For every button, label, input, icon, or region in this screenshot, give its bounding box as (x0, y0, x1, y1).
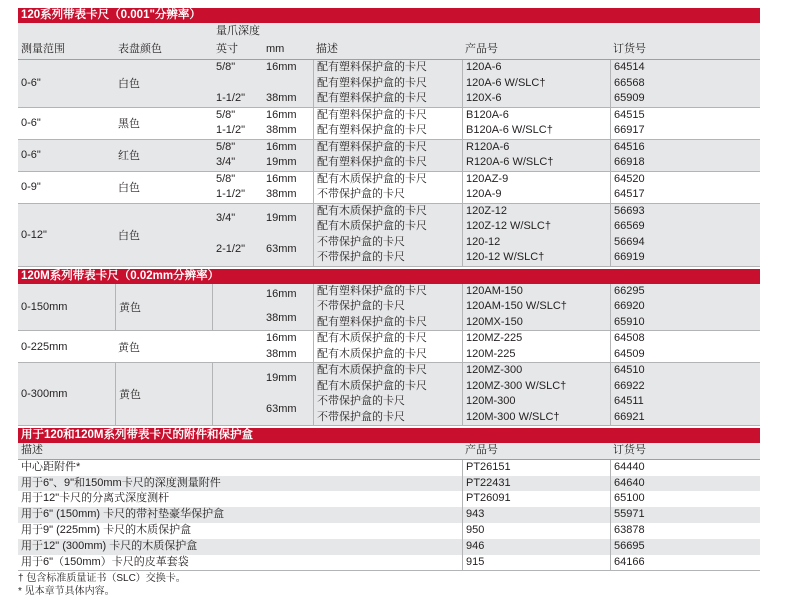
description-cell: 用于9" (225mm) 卡尺的木质保护盒 (21, 523, 192, 536)
order-no-cell: 65909 (614, 92, 645, 104)
range-cell: 0-225mm (21, 340, 68, 353)
description-cell: 配有塑料保护盒的卡尺 (317, 315, 427, 328)
inch-header: 英寸 (216, 43, 238, 55)
description-cell: 配有木质保护盒的卡尺 (317, 172, 427, 185)
product-no-cell: PT26091 (462, 491, 610, 507)
dial-color-cell: 黄色 (115, 284, 213, 331)
product-no-cell: 120-12 W/SLC† (466, 251, 545, 263)
range-cell: 0-6" (21, 149, 41, 161)
product-no-header: 产品号 (465, 444, 498, 456)
dial-color-cell: 白色 (118, 229, 140, 242)
mm-cell: 16mm (266, 140, 297, 153)
table-row (18, 460, 760, 476)
product-no-cell: 120A-6 W/SLC† (466, 76, 546, 89)
table-row (18, 523, 760, 539)
order-no-cell: 66921 (614, 410, 645, 423)
table-row (18, 507, 760, 523)
section2-title: 120M系列带表卡尺（0.02mm分辨率） (18, 269, 760, 284)
product-no-cell: 915 (462, 555, 610, 571)
mm-cell: 16mm (266, 288, 297, 301)
mm-cell: 38mm (266, 311, 297, 324)
product-no-cell: 120MZ-300 W/SLC† (466, 379, 567, 392)
order-no-cell: 66919 (614, 251, 645, 263)
order-no-cell: 56695 (610, 539, 760, 555)
description-cell: 配有塑料保护盒的卡尺 (317, 156, 427, 168)
mm-cell: 19mm (266, 212, 297, 225)
footnotes (18, 572, 760, 598)
inch-cell: 1-1/2" (216, 92, 245, 104)
description-cell: 不带保护盒的卡尺 (317, 410, 405, 423)
product-no-cell: 120M-300 W/SLC† (466, 410, 560, 423)
description-cell: 配有木质保护盒的卡尺 (317, 204, 427, 217)
product-no-cell: 943 (462, 507, 610, 523)
order-no-cell: 66295 (614, 284, 645, 297)
mm-cell: 16mm (266, 332, 297, 344)
dial-color-cell: 白色 (118, 78, 140, 91)
description-cell: 中心距附件* (21, 460, 81, 473)
order-no-cell: 64516 (614, 140, 645, 153)
order-no-cell: 65910 (614, 315, 645, 328)
range-cell: 0-12" (21, 228, 47, 241)
dial-color-cell: 黄色 (118, 341, 140, 354)
description-cell: 配有塑料保护盒的卡尺 (317, 61, 427, 73)
inch-cell: 2-1/2" (216, 243, 245, 256)
product-no-cell: B120A-6 W/SLC† (466, 124, 553, 136)
dial-color-cell: 黄色 (115, 363, 213, 425)
dial-color-cell: 白色 (118, 182, 140, 194)
order-no-cell: 66569 (614, 220, 645, 232)
product-no-cell: 120AZ-9 (466, 172, 509, 185)
order-no-cell: 64515 (614, 108, 645, 121)
order-no-cell: 64517 (614, 188, 645, 200)
order-no-cell: 56694 (614, 235, 645, 248)
range-cell: 0-9" (21, 181, 41, 193)
table-row-group (18, 363, 760, 426)
description-cell: 配有塑料保护盒的卡尺 (317, 284, 427, 297)
product-no-cell: 120X-6 (466, 92, 502, 104)
description-cell: 用于6"（150mm）卡尺的皮革套袋 (21, 555, 189, 568)
inch-cell: 3/4" (216, 212, 236, 225)
inch-cell: 3/4" (216, 156, 236, 168)
order-no-cell: 66918 (614, 156, 645, 168)
order-no-cell: 64510 (614, 364, 645, 376)
inch-cell: 5/8" (216, 61, 236, 73)
order-no-cell: 63878 (610, 523, 760, 539)
description-header: 描述 (316, 43, 338, 55)
table-row-group (18, 284, 760, 332)
inch-cell: 5/8" (216, 108, 236, 121)
mm-cell: 38mm (266, 92, 297, 104)
range-cell: 0-6" (21, 77, 41, 90)
order-no-cell: 66920 (614, 300, 645, 312)
mm-cell: 38mm (266, 124, 297, 136)
description-header: 描述 (21, 444, 43, 456)
description-cell: 配有木质保护盒的卡尺 (317, 379, 427, 392)
description-cell: 不带保护盒的卡尺 (317, 300, 405, 312)
order-no-cell: 64640 (610, 476, 760, 492)
section1-header (18, 23, 760, 60)
order-no-cell: 64509 (614, 347, 645, 360)
table-row-group (18, 204, 760, 267)
product-no-cell: 120M-300 (466, 395, 516, 407)
product-no-cell: 120MZ-225 (466, 332, 523, 344)
order-no-cell: 64508 (614, 332, 645, 344)
product-no-cell: 120Z-12 W/SLC† (466, 220, 551, 232)
section3-title: 用于120和120M系列带表卡尺的附件和保护盒 (18, 428, 760, 443)
order-no-cell: 64440 (610, 460, 760, 476)
table-row (18, 555, 760, 572)
description-cell: 用于12" (300mm) 卡尺的木质保护盒 (21, 539, 198, 552)
product-no-cell: 120AM-150 W/SLC† (466, 300, 567, 312)
table-row (18, 539, 760, 555)
range-cell: 0-300mm (21, 388, 68, 400)
product-no-header: 产品号 (465, 43, 498, 55)
product-no-cell: B120A-6 (466, 108, 509, 121)
description-cell: 配有塑料保护盒的卡尺 (317, 108, 427, 121)
order-no-cell: 66568 (614, 76, 645, 89)
table-row (18, 491, 760, 507)
product-no-cell: R120A-6 W/SLC† (466, 156, 554, 168)
product-no-cell: 120-12 (466, 235, 501, 248)
description-cell: 配有塑料保护盒的卡尺 (317, 140, 427, 153)
order-no-cell: 66922 (614, 379, 645, 392)
inch-cell: 1-1/2" (216, 188, 245, 200)
description-cell: 配有木质保护盒的卡尺 (317, 220, 427, 232)
mm-header: mm (266, 43, 285, 55)
table-row-group (18, 60, 760, 108)
product-no-cell: PT22431 (462, 476, 610, 492)
description-cell: 用于6"、9"和150mm卡尺的深度测量附件 (21, 476, 221, 489)
dial-color-cell: 红色 (118, 150, 140, 162)
range-cell: 0-6" (21, 117, 41, 129)
section3-header (18, 443, 760, 460)
mm-cell: 16mm (266, 172, 297, 185)
description-cell: 配有塑料保护盒的卡尺 (317, 76, 427, 89)
product-no-cell: 120AM-150 (466, 284, 523, 297)
order-no-cell: 64166 (610, 555, 760, 571)
description-cell: 配有木质保护盒的卡尺 (317, 332, 427, 344)
table-row-group (18, 108, 760, 140)
product-no-cell: 120MZ-300 (466, 364, 523, 376)
description-cell: 不带保护盒的卡尺 (317, 395, 405, 407)
product-no-cell: 946 (462, 539, 610, 555)
table-row-group (18, 331, 760, 363)
mm-cell: 19mm (266, 156, 297, 168)
footnote-slc: † 包含标准质量证书（SLC）交换卡。 (18, 573, 186, 585)
order-no-cell: 65100 (610, 491, 760, 507)
range-cell: 0-150mm (21, 300, 68, 313)
table-row-group (18, 140, 760, 172)
order-no-cell: 56693 (614, 204, 645, 217)
order-no-cell: 64520 (614, 172, 645, 185)
description-cell: 配有木质保护盒的卡尺 (317, 364, 427, 376)
mm-cell: 16mm (266, 108, 297, 121)
mm-cell: 63mm (266, 402, 297, 415)
description-cell: 不带保护盒的卡尺 (317, 235, 405, 248)
order-no-cell: 64514 (614, 61, 645, 73)
jaw-depth-header: 量爪深度 (216, 25, 260, 37)
description-cell: 用于12"卡尺的分离式深度测杆 (21, 492, 170, 505)
catalog-page (18, 8, 760, 598)
mm-cell: 38mm (266, 188, 297, 200)
order-no-cell: 55971 (610, 507, 760, 523)
description-cell: 不带保护盒的卡尺 (317, 251, 405, 263)
inch-cell: 5/8" (216, 172, 236, 185)
product-no-cell: 120A-9 (466, 188, 502, 200)
footnote-see-chapter: * 见本章节具体内容。 (18, 586, 115, 598)
order-no-header: 订货号 (613, 43, 646, 55)
mm-cell: 63mm (266, 243, 297, 256)
product-no-cell: 120M-225 (466, 347, 516, 360)
range-header: 测量范围 (21, 43, 65, 55)
dial-color-cell: 黑色 (118, 118, 140, 130)
description-cell: 配有塑料保护盒的卡尺 (317, 124, 427, 136)
section1-title: 120系列带表卡尺（0.001"分辨率） (18, 8, 760, 23)
product-no-cell: PT26151 (462, 460, 610, 476)
order-no-header: 订货号 (613, 444, 646, 456)
mm-cell: 19mm (266, 371, 297, 384)
description-cell: 不带保护盒的卡尺 (317, 188, 405, 200)
inch-cell: 1-1/2" (216, 124, 245, 136)
mm-cell: 38mm (266, 347, 297, 360)
product-no-cell: R120A-6 (466, 140, 510, 153)
table-row (18, 476, 760, 492)
description-cell: 配有木质保护盒的卡尺 (317, 347, 427, 360)
table-row-group (18, 172, 760, 204)
product-no-cell: 120Z-12 (466, 204, 507, 217)
product-no-cell: 120MX-150 (466, 315, 523, 328)
description-cell: 配有塑料保护盒的卡尺 (317, 92, 427, 104)
dial-color-header: 表盘颜色 (118, 43, 162, 55)
mm-cell: 16mm (266, 61, 297, 73)
product-no-cell: 950 (462, 523, 610, 539)
order-no-cell: 64511 (614, 395, 644, 407)
product-no-cell: 120A-6 (466, 61, 502, 73)
inch-cell: 5/8" (216, 140, 236, 153)
description-cell: 用于6" (150mm) 卡尺的带衬垫豪华保护盒 (21, 508, 225, 521)
order-no-cell: 66917 (614, 124, 645, 136)
